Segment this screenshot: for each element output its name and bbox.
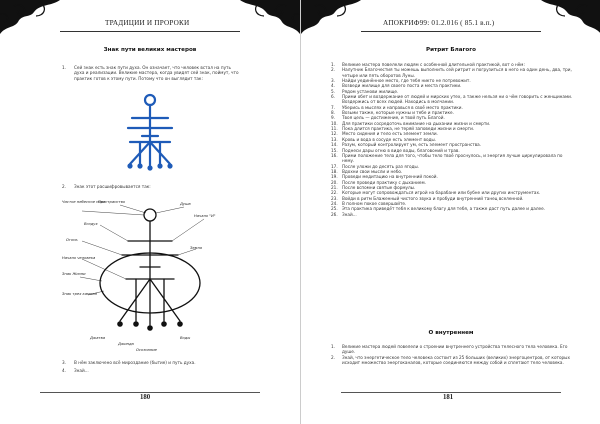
- item-number: 22.: [331, 190, 338, 196]
- section-title: О внутреннем: [428, 330, 474, 336]
- item-number: 20.: [331, 179, 338, 185]
- ritrit-list: [331, 62, 573, 217]
- item-number: 4.: [62, 368, 66, 373]
- item-number: 8.: [331, 110, 335, 116]
- item-text: Проведи медитацию на внутренний покой.: [342, 174, 438, 180]
- item-number: 4.: [331, 83, 335, 89]
- list-item: [331, 212, 573, 217]
- item-text: Найди уединённое место, где тебя никто не потревожит.: [342, 78, 471, 84]
- page-number: 181: [443, 394, 454, 401]
- item-text: Знай...: [74, 368, 89, 373]
- item-number: 1.: [331, 344, 335, 349]
- running-head: ТРАДИЦИИ И ПРОРОКИ: [105, 19, 190, 27]
- section-title: Знак пути великих мастеров: [103, 47, 197, 53]
- item-number: 23.: [331, 195, 338, 201]
- list-item: [331, 344, 573, 355]
- label-vozdukh: Воздух: [84, 222, 98, 226]
- list-item: [331, 94, 573, 105]
- list-item: [331, 153, 573, 164]
- label-vody: Воды: [180, 336, 191, 340]
- footer-rule: [341, 392, 561, 393]
- header-rule: [361, 31, 541, 32]
- item-text: Пока длится практика, не теряй заповеди жизни и смерти.: [342, 126, 475, 132]
- item-text: Прими положение тела для того, чтобы тело твоё проснулось, и энергия лучше циркулировала по нему.: [342, 152, 563, 164]
- item-text: Знак этот расшифровывается так:: [74, 184, 151, 189]
- footer-rule: [40, 392, 260, 393]
- item-text: Прими обет и воздержание от людей и мирских утех, а также нельзя ни о чём говорить с женщинами. Воздержись от всех людей. Находись в молчании.: [342, 94, 573, 105]
- item-text: В нём заключено всё мироздание (бытие) и путь духа.: [74, 360, 196, 365]
- item-number: 1.: [62, 65, 66, 70]
- sign-diagram: [60, 193, 240, 353]
- item-number: 24.: [331, 200, 338, 206]
- item-text: Кровь и вода в сосуде есть элемент воды.: [342, 136, 437, 142]
- item-number: 14.: [331, 142, 338, 148]
- item-text: В полном покое совершайте.: [342, 200, 407, 206]
- item-text: Сей знак есть знак пути духа. Он означает, что человек встал на путь духа и реализации. Великие мастера, когда увидят сей знак, поймут, что практик готов к этому пути. Потому что он выглядит так:: [74, 65, 239, 81]
- item-number: 17.: [331, 163, 338, 169]
- item-number: 10.: [331, 120, 338, 126]
- item-text: Великие мастера повелели людям с особенной длительной практикой, вот о нём:: [342, 62, 525, 67]
- item-number: 11.: [331, 126, 338, 132]
- item-number: 13.: [331, 136, 338, 142]
- item-text: Знай, что энергетическое тело человека состоит из 25 больших (великих) энергоцентров, от которых исходит множество энергоканалов, которые соединяются между собой и сплетают тело человека.: [342, 354, 570, 366]
- label-dusha: Душа: [180, 202, 191, 206]
- label-dzhatva: Джатва: [90, 336, 106, 340]
- item-text: Вдохни свои мысли и небо.: [342, 168, 403, 174]
- item-number: 3.: [62, 360, 66, 365]
- label-tri-kamnya: Знак трех камней: [62, 292, 97, 296]
- item-number: 19.: [331, 174, 338, 180]
- item-number: 18.: [331, 168, 338, 174]
- item-number: 2.: [331, 354, 335, 360]
- item-number: 1.: [331, 62, 335, 67]
- item-text: Разум, который контролирует ум, есть элемент пространства.: [342, 142, 482, 148]
- list-item: [331, 67, 573, 78]
- item-text: Твоя цель — достижение, и твой путь Благой.: [342, 115, 445, 121]
- section-title: Ритрит Благого: [425, 47, 477, 53]
- vnutrennee-list: [331, 344, 573, 365]
- list-item: [331, 355, 573, 366]
- item-number: 6.: [331, 94, 335, 100]
- label-top-left: Чистое небесное поле: [62, 200, 106, 204]
- item-number: 25.: [331, 206, 338, 212]
- item-text: Рядом установи жилище.: [342, 88, 399, 94]
- list-item: [62, 65, 242, 81]
- item-text: После уложи до десять раз ягоды.: [342, 163, 420, 169]
- item-number: 26.: [331, 211, 338, 217]
- item-text: Знай...: [342, 211, 357, 217]
- item-number: 12.: [331, 131, 338, 137]
- header-rule: [60, 31, 240, 32]
- list-item: [62, 368, 242, 373]
- label-zemlya: Земля: [190, 246, 202, 250]
- item-text: Великие мастера людей повелели о строении внутреннего устройства телесного тела человека. Его душе.: [342, 344, 568, 355]
- item-number: 9.: [331, 115, 335, 121]
- item-text: Эта практика приведёт тебя к великому благу для тебя, а также даст путь далее и далее.: [342, 206, 545, 212]
- item-text: Возведи жилище для своего поста и места практики.: [342, 83, 462, 89]
- item-text: Войди в ритм Блаженный чистого звука и пробуди внутренний танец вселенной.: [342, 195, 524, 201]
- label-nachalo: Начало "И": [194, 214, 216, 218]
- label-nachalo-cheloveka: Начало человека: [62, 256, 96, 260]
- item-text: Налутник Благочестия ты можешь выполнить сей ритрит и погрузиться в него на один день, два, три, четыре или пять оборотов Луны.: [342, 67, 572, 78]
- label-osoznanie: Осознание: [136, 348, 157, 352]
- item-number: 15.: [331, 147, 338, 153]
- item-text: Которые могут сопровождаться игрой на барабане или бубне или других инструментах.: [342, 190, 541, 196]
- item-text: Поднеси дары огню в виде воды, благовоний и трав.: [342, 147, 460, 153]
- sign-figure: [100, 92, 200, 176]
- item-text: Уберись в мыслях и направься в своё место практики.: [342, 104, 463, 110]
- item-text: Место сидения и тело есть элемент земли.: [342, 131, 438, 137]
- label-prostranstvo: Пространство: [98, 200, 126, 204]
- item-text: После вспомни святые формулы.: [342, 184, 416, 190]
- list-item: [62, 360, 242, 365]
- item-number: 2.: [331, 67, 335, 73]
- label-dzhinda: Джинда: [118, 342, 134, 346]
- item-text: После проведи практику с дыханием.: [342, 179, 426, 185]
- list-item: [62, 184, 242, 189]
- item-text: Для практики сосредоточь внимание на дыхании жизни и смерти.: [342, 120, 491, 126]
- item-number: 3.: [331, 78, 335, 84]
- right-page: [300, 0, 600, 424]
- item-text: Возьми также, которые нужны и тебе и практике.: [342, 110, 454, 116]
- running-head: АПОКРИФ99: 01.2.016 ( 85.1 в.п.): [383, 19, 495, 27]
- label-ogon: Огонь: [66, 238, 78, 242]
- item-number: 5.: [331, 88, 335, 94]
- page-number: 180: [140, 394, 151, 401]
- item-number: 21.: [331, 184, 338, 190]
- label-zhizn: Знак Жизни: [62, 272, 86, 276]
- item-number: 7.: [331, 104, 335, 110]
- item-number: 16.: [331, 152, 338, 158]
- item-number: 2.: [62, 184, 66, 189]
